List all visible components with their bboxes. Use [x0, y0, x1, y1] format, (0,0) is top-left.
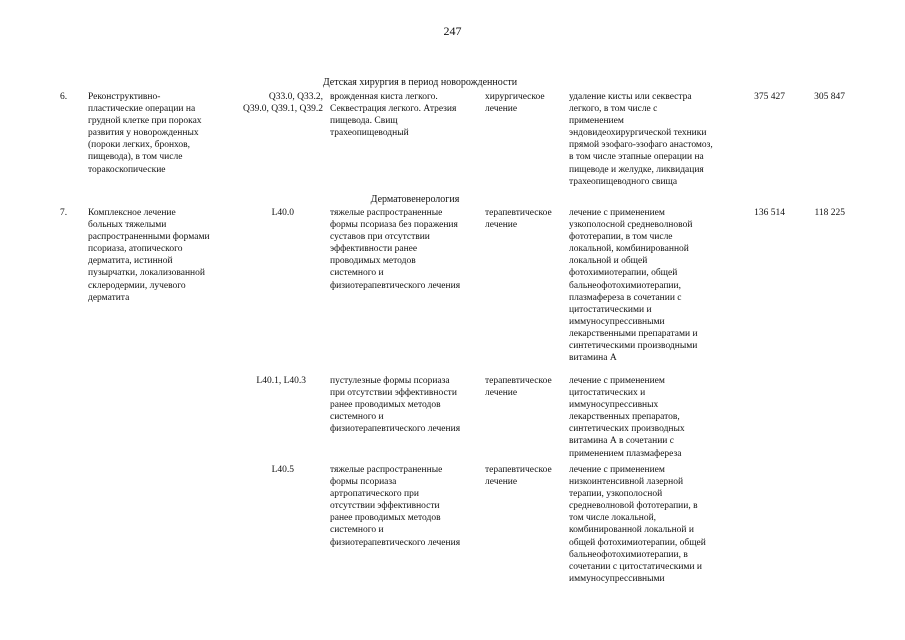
row-treatment-type: хирургическое лечение — [485, 92, 545, 115]
row-cost-1: 136 514 — [754, 208, 785, 218]
row-treatment-type: терапевтическое лечение — [485, 465, 552, 488]
section-title: Детская хирургия в период новорожденности — [322, 77, 518, 88]
row-name: Реконструктивно- пластические операции на грудной клетке при пороках развития у новорожденных (пороки легких, бронхов, пищевода), в том числе торакоскопические — [88, 92, 202, 175]
row-cost-2: 305 847 — [814, 92, 845, 102]
row-diagnosis: пустулезные формы псориаза при отсутствии эффективности ранее проводимых методов системного и физиотерапевтического лечения — [330, 376, 461, 435]
row-method: удаление кисты или секвестра легкого, в том числе с применением эндовидеохирургической техники прямой эзофаго-эзофаго анастомоз, в том числе этапные операции на пищеводе и желудке, ликвидация трахеопищеводного свища — [569, 92, 713, 187]
row-cost-1: 375 427 — [754, 92, 785, 102]
row-method: лечение с применением узкополосной средневолновой фототерапии, в том числе локальной, комбинированной локальной и общей фотохимиотерапии, общей бальнеофотохимиотерапии, плазмафереза в сочетании с цитостатическими и иммуносупрессивными лекарственными препаратами и синтетическими производными витамина А — [569, 208, 698, 364]
page-number: 247 — [443, 24, 462, 38]
row-number: 7. — [60, 208, 68, 218]
row-code: Q33.0, Q33.2, Q39.0, Q39.1, Q39.2 — [243, 92, 323, 115]
row-diagnosis: врожденная киста легкого. Секвестрация легкого. Атрезия пищевода. Свищ трахеопищеводный — [330, 92, 457, 139]
row-code: L40.1, L40.3 — [256, 376, 306, 386]
row-code: L40.5 — [271, 465, 294, 475]
row-name: Комплексное лечение больных тяжелыми распространенными формами псориаза, атопического дерматита, истинной пузырчатки, локализованной склеродермии, лучевого дерматита — [88, 208, 210, 303]
row-cost-2: 118 225 — [814, 208, 845, 218]
row-treatment-type: терапевтическое лечение — [485, 208, 552, 231]
row-method: лечение с применением цитостатических и иммуносупрессивных лекарственных препаратов, синтетических производных витамина А в сочетании с применением плазмафереза — [569, 376, 685, 459]
row-code: L40.0 — [271, 208, 294, 218]
row-diagnosis: тяжелые распространенные формы псориаза без поражения суставов при отсутствии эффективности ранее проводимых методов системного и физиотерапевтического лечения — [330, 208, 461, 291]
row-method: лечение с применением низкоинтенсивной лазерной терапии, узкополосной средневолновой фототерапии, в том числе локальной, комбинированной локальной и общей фотохимиотерапии, общей бальнеофотохимиотерапии, в сочетании с цитостатическими и иммуносупрессивными — [569, 465, 706, 584]
row-diagnosis: тяжелые распространенные формы псориаза артропатического при отсутствии эффективности ранее проводимых методов системного и физиотерапевтического лечения — [330, 465, 461, 548]
row-number: 6. — [60, 92, 68, 102]
section-title: Дерматовенерология — [370, 194, 460, 205]
row-treatment-type: терапевтическое лечение — [485, 376, 552, 399]
